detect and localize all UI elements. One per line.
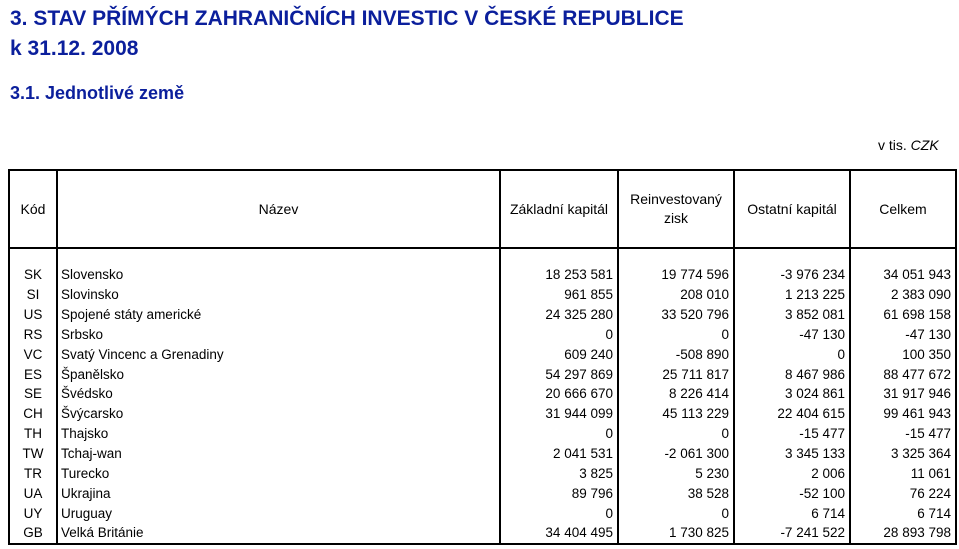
header-reinvested-line-2: zisk <box>663 210 689 226</box>
row-country-name: Slovensko <box>57 265 500 285</box>
row-other-capital: -15 477 <box>734 424 850 444</box>
row-total: 61 698 158 <box>850 305 956 325</box>
row-basic-capital: 609 240 <box>500 344 618 364</box>
row-other-capital: 3 852 081 <box>734 305 850 325</box>
row-total: 2 383 090 <box>850 285 956 305</box>
row-other-capital: 3 345 133 <box>734 444 850 464</box>
row-other-capital: 22 404 615 <box>734 404 850 424</box>
title-line-2: k 31.12. 2008 <box>10 37 139 60</box>
unit-label <box>878 137 939 153</box>
header-other-capital: Ostatní kapitál <box>734 170 850 248</box>
row-other-capital: -47 130 <box>734 325 850 345</box>
row-country-name: Ukrajina <box>57 483 500 503</box>
row-reinvested-profit: -2 061 300 <box>618 444 734 464</box>
unit-prefix: v tis. <box>878 137 907 153</box>
row-reinvested-profit: 0 <box>618 325 734 345</box>
row-total: 76 224 <box>850 483 956 503</box>
row-reinvested-profit: 45 113 229 <box>618 404 734 424</box>
row-code: TH <box>9 424 57 444</box>
row-code: SE <box>9 384 57 404</box>
row-code: CH <box>9 404 57 424</box>
row-other-capital: 0 <box>734 344 850 364</box>
row-total: 28 893 798 <box>850 523 956 544</box>
row-country-name: Švédsko <box>57 384 500 404</box>
row-total: 31 917 946 <box>850 384 956 404</box>
row-country-name: Svatý Vincenc a Grenadiny <box>57 344 500 364</box>
table-body <box>9 248 956 544</box>
row-basic-capital: 34 404 495 <box>500 523 618 544</box>
row-reinvested-profit: -508 890 <box>618 344 734 364</box>
row-basic-capital: 3 825 <box>500 463 618 483</box>
row-basic-capital: 961 855 <box>500 285 618 305</box>
row-code: US <box>9 305 57 325</box>
row-basic-capital: 54 297 869 <box>500 364 618 384</box>
row-other-capital: 3 024 861 <box>734 384 850 404</box>
row-code: GB <box>9 523 57 544</box>
row-country-name: Velká Británie <box>57 523 500 544</box>
row-basic-capital: 0 <box>500 503 618 523</box>
row-country-name: Tchaj-wan <box>57 444 500 464</box>
header-total: Celkem <box>850 170 956 248</box>
header-reinvested-line-1: Reinvestovaný <box>630 191 722 207</box>
table-header <box>9 170 956 248</box>
table-row <box>9 483 956 503</box>
table-row <box>9 265 956 285</box>
row-code: TR <box>9 463 57 483</box>
table-row <box>9 523 956 544</box>
table-row <box>9 325 956 345</box>
row-total: 6 714 <box>850 503 956 523</box>
row-code: UA <box>9 483 57 503</box>
row-basic-capital: 18 253 581 <box>500 265 618 285</box>
row-reinvested-profit: 19 774 596 <box>618 265 734 285</box>
row-total: 3 325 364 <box>850 444 956 464</box>
row-other-capital: 8 467 986 <box>734 364 850 384</box>
row-basic-capital: 0 <box>500 424 618 444</box>
section-subtitle: 3.1. Jednotlivé země <box>10 83 185 103</box>
row-code: RS <box>9 325 57 345</box>
row-reinvested-profit: 8 226 414 <box>618 384 734 404</box>
row-total: 34 051 943 <box>850 265 956 285</box>
row-basic-capital: 20 666 670 <box>500 384 618 404</box>
row-basic-capital: 24 325 280 <box>500 305 618 325</box>
table-row <box>9 404 956 424</box>
row-total: 88 477 672 <box>850 364 956 384</box>
row-reinvested-profit: 33 520 796 <box>618 305 734 325</box>
title-line-1: 3. STAV PŘÍMÝCH ZAHRANIČNÍCH INVESTIC V ČESKÉ REPUBLICE <box>10 7 684 30</box>
unit-currency: CZK <box>910 137 939 153</box>
row-country-name: Spojené státy americké <box>57 305 500 325</box>
row-other-capital: 2 006 <box>734 463 850 483</box>
row-total: 100 350 <box>850 344 956 364</box>
table-spacer-row <box>9 248 956 265</box>
row-basic-capital: 31 944 099 <box>500 404 618 424</box>
investment-table <box>8 169 957 545</box>
row-other-capital: 6 714 <box>734 503 850 523</box>
row-other-capital: -3 976 234 <box>734 265 850 285</box>
header-code: Kód <box>9 170 57 248</box>
row-code: SI <box>9 285 57 305</box>
table-row <box>9 285 956 305</box>
row-country-name: Srbsko <box>57 325 500 345</box>
row-code: VC <box>9 344 57 364</box>
row-other-capital: -7 241 522 <box>734 523 850 544</box>
row-basic-capital: 2 041 531 <box>500 444 618 464</box>
row-total: 99 461 943 <box>850 404 956 424</box>
table-row <box>9 463 956 483</box>
row-total: -15 477 <box>850 424 956 444</box>
page-title <box>10 4 684 64</box>
row-code: TW <box>9 444 57 464</box>
row-total: 11 061 <box>850 463 956 483</box>
row-code: UY <box>9 503 57 523</box>
row-country-name: Turecko <box>57 463 500 483</box>
header-reinvested-profit <box>618 170 734 248</box>
row-reinvested-profit: 5 230 <box>618 463 734 483</box>
header-name: Název <box>57 170 500 248</box>
row-country-name: Uruguay <box>57 503 500 523</box>
row-basic-capital: 0 <box>500 325 618 345</box>
row-code: SK <box>9 265 57 285</box>
table-row <box>9 305 956 325</box>
row-code: ES <box>9 364 57 384</box>
row-reinvested-profit: 0 <box>618 424 734 444</box>
row-other-capital: 1 213 225 <box>734 285 850 305</box>
row-reinvested-profit: 208 010 <box>618 285 734 305</box>
row-country-name: Slovinsko <box>57 285 500 305</box>
row-reinvested-profit: 1 730 825 <box>618 523 734 544</box>
row-country-name: Španělsko <box>57 364 500 384</box>
table-row <box>9 364 956 384</box>
row-basic-capital: 89 796 <box>500 483 618 503</box>
table-row <box>9 444 956 464</box>
table-row <box>9 503 956 523</box>
row-country-name: Thajsko <box>57 424 500 444</box>
header-row <box>9 170 956 248</box>
row-country-name: Švýcarsko <box>57 404 500 424</box>
header-basic-capital: Základní kapitál <box>500 170 618 248</box>
row-total: -47 130 <box>850 325 956 345</box>
row-reinvested-profit: 25 711 817 <box>618 364 734 384</box>
table-row <box>9 344 956 364</box>
row-reinvested-profit: 38 528 <box>618 483 734 503</box>
row-reinvested-profit: 0 <box>618 503 734 523</box>
row-other-capital: -52 100 <box>734 483 850 503</box>
table-row <box>9 384 956 404</box>
table-row <box>9 424 956 444</box>
